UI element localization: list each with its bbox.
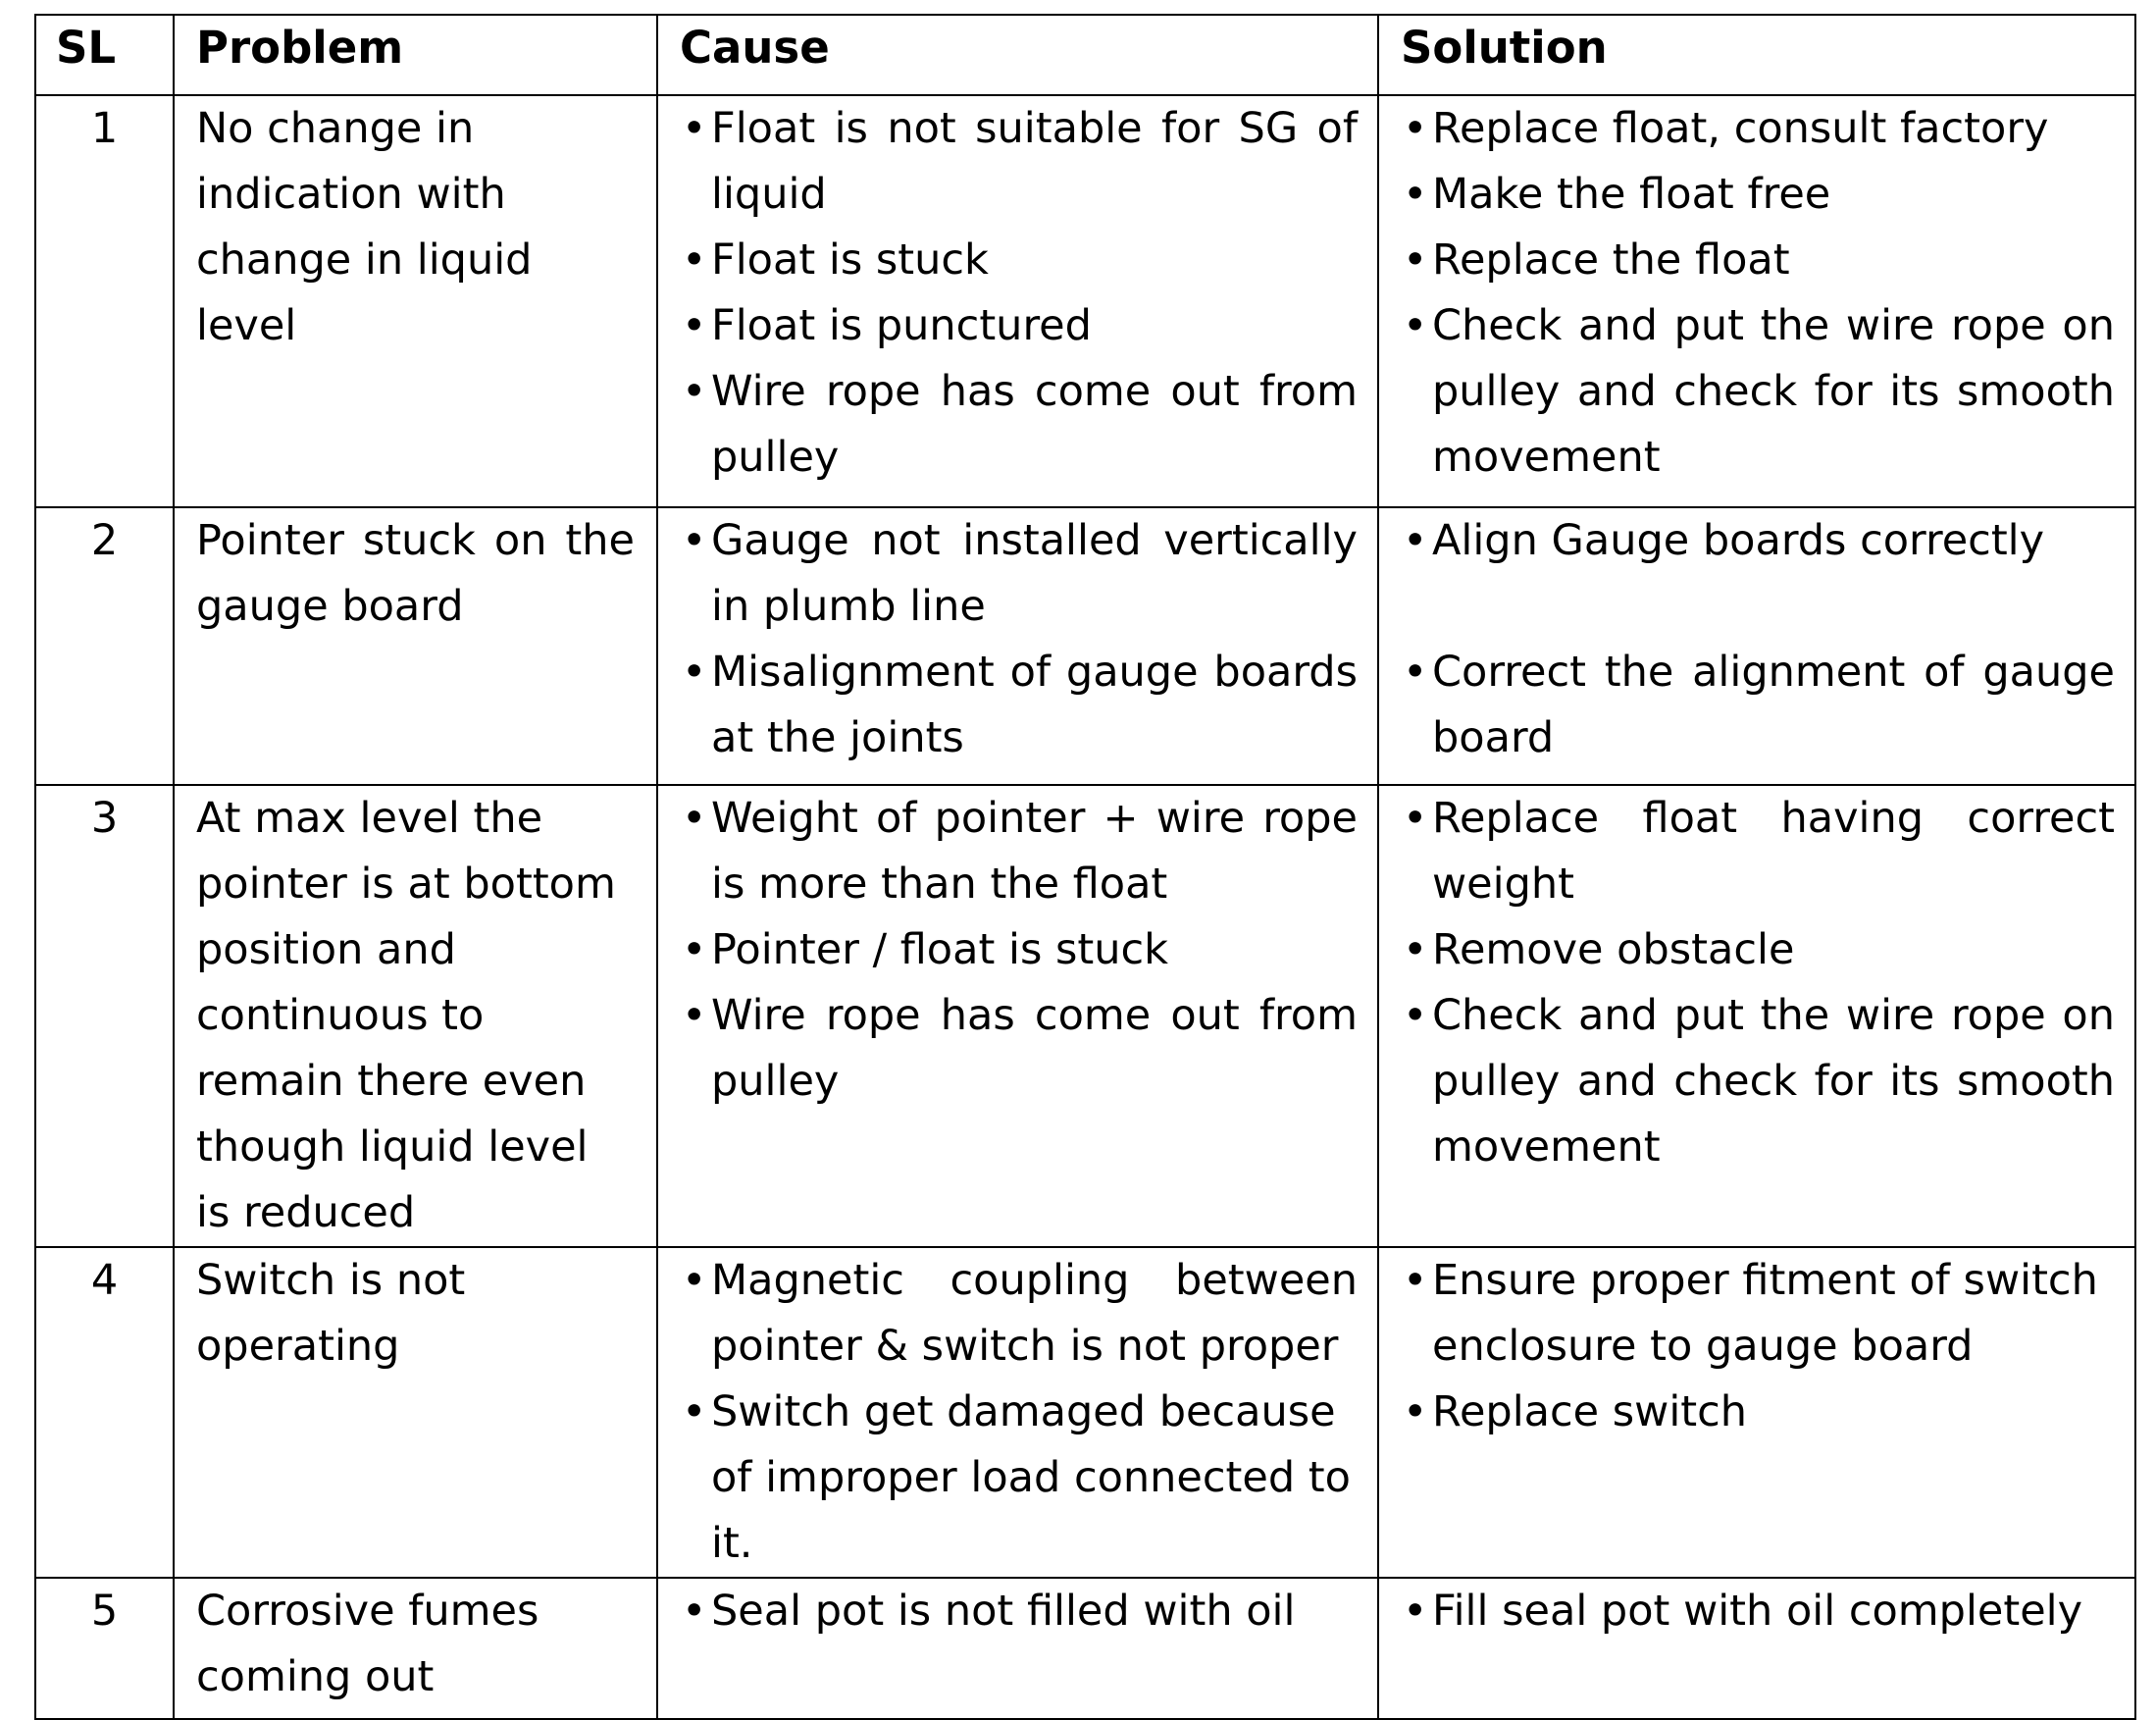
solution-item: • Fill seal pot with oil completely bbox=[1432, 1579, 2115, 1644]
cause-item: • Magnetic coupling between pointer & switch is not proper bbox=[711, 1248, 1358, 1380]
solution-item: • Remove obstacle bbox=[1432, 917, 2115, 983]
solution-cell bbox=[1378, 507, 2135, 785]
cause-item: • Misalignment of gauge boards at the joints bbox=[711, 640, 1358, 771]
sl-number: 5 bbox=[90, 1587, 119, 1636]
problem-cell bbox=[174, 95, 657, 507]
cause-item: • Weight of pointer + wire rope is more than the float bbox=[711, 786, 1358, 917]
sl-cell bbox=[35, 507, 174, 785]
problem-cell bbox=[174, 1578, 657, 1719]
sl-cell bbox=[35, 1247, 174, 1578]
problem-text: Switch is not operating bbox=[196, 1256, 466, 1371]
sl-cell bbox=[35, 95, 174, 507]
solution-list bbox=[1379, 96, 2134, 491]
table-row bbox=[35, 1247, 2135, 1578]
solution-cell bbox=[1378, 785, 2135, 1247]
sl-number: 2 bbox=[90, 516, 119, 565]
solution-item: • Ensure proper fitment of switch enclosure to gauge board bbox=[1432, 1248, 2115, 1380]
solution-item: • Make the float free bbox=[1432, 162, 2115, 228]
problem-text: Pointer stuck on the gauge board bbox=[196, 516, 635, 631]
table-row bbox=[35, 785, 2135, 1247]
header-row bbox=[35, 15, 2135, 95]
table-row bbox=[35, 1578, 2135, 1719]
cause-item: • Switch get damaged because of improper load connected to it. bbox=[711, 1380, 1358, 1577]
solution-list bbox=[1379, 508, 2134, 771]
solution-item: • Replace float having correct weight bbox=[1432, 786, 2115, 917]
cause-cell bbox=[657, 785, 1378, 1247]
problem-text: Corrosive fumes coming out bbox=[196, 1587, 539, 1701]
sl-cell bbox=[35, 785, 174, 1247]
cause-item: • Float is punctured bbox=[711, 293, 1358, 359]
column-header-solution: Solution bbox=[1378, 15, 2135, 95]
problem-cell bbox=[174, 785, 657, 1247]
solution-item: • Correct the alignment of gauge board bbox=[1432, 640, 2115, 771]
cause-list bbox=[658, 786, 1377, 1115]
solution-list bbox=[1379, 786, 2134, 1180]
problem-text: At max level the pointer is at bottom position and continuous to remain there even though liquid level is reduced bbox=[196, 794, 616, 1237]
problem-cell bbox=[174, 507, 657, 785]
cause-cell bbox=[657, 95, 1378, 507]
cause-item: • Float is stuck bbox=[711, 228, 1358, 293]
sl-number: 4 bbox=[90, 1256, 119, 1305]
cause-list bbox=[658, 96, 1377, 491]
cause-item: • Gauge not installed vertically in plumb line bbox=[711, 508, 1358, 640]
sl-cell bbox=[35, 1578, 174, 1719]
cause-cell bbox=[657, 1578, 1378, 1719]
cause-item: • Wire rope has come out from pulley bbox=[711, 983, 1358, 1115]
solution-cell bbox=[1378, 1578, 2135, 1719]
solution-cell bbox=[1378, 95, 2135, 507]
cause-item: • Pointer / float is stuck bbox=[711, 917, 1358, 983]
problem-text: No change in indication with change in liquid level bbox=[196, 104, 533, 350]
cause-cell bbox=[657, 507, 1378, 785]
table-row bbox=[35, 507, 2135, 785]
solution-cell bbox=[1378, 1247, 2135, 1578]
cause-list bbox=[658, 1579, 1377, 1644]
cause-item: • Wire rope has come out from pulley bbox=[711, 359, 1358, 491]
cause-list bbox=[658, 1248, 1377, 1577]
table-row bbox=[35, 95, 2135, 507]
cause-cell bbox=[657, 1247, 1378, 1578]
solution-item: • Align Gauge boards correctly bbox=[1432, 508, 2115, 574]
solution-item: • Check and put the wire rope on pulley and check for its smooth movement bbox=[1432, 983, 2115, 1180]
troubleshooting-table bbox=[34, 14, 2136, 1720]
sl-number: 3 bbox=[90, 794, 119, 843]
column-header-problem: Problem bbox=[174, 15, 657, 95]
cause-list bbox=[658, 508, 1377, 771]
cause-item: • Float is not suitable for SG of liquid bbox=[711, 96, 1358, 228]
solution-list bbox=[1379, 1248, 2134, 1445]
solution-item: • Replace float, consult factory bbox=[1432, 96, 2115, 162]
column-header-sl: SL bbox=[35, 15, 174, 95]
column-header-cause: Cause bbox=[657, 15, 1378, 95]
solution-item: • Replace the float bbox=[1432, 228, 2115, 293]
sl-number: 1 bbox=[90, 104, 119, 153]
cause-item: • Seal pot is not filled with oil bbox=[711, 1579, 1358, 1644]
solution-list bbox=[1379, 1579, 2134, 1644]
solution-item: • Check and put the wire rope on pulley and check for its smooth movement bbox=[1432, 293, 2115, 491]
solution-item: • Replace switch bbox=[1432, 1380, 2115, 1445]
problem-cell bbox=[174, 1247, 657, 1578]
